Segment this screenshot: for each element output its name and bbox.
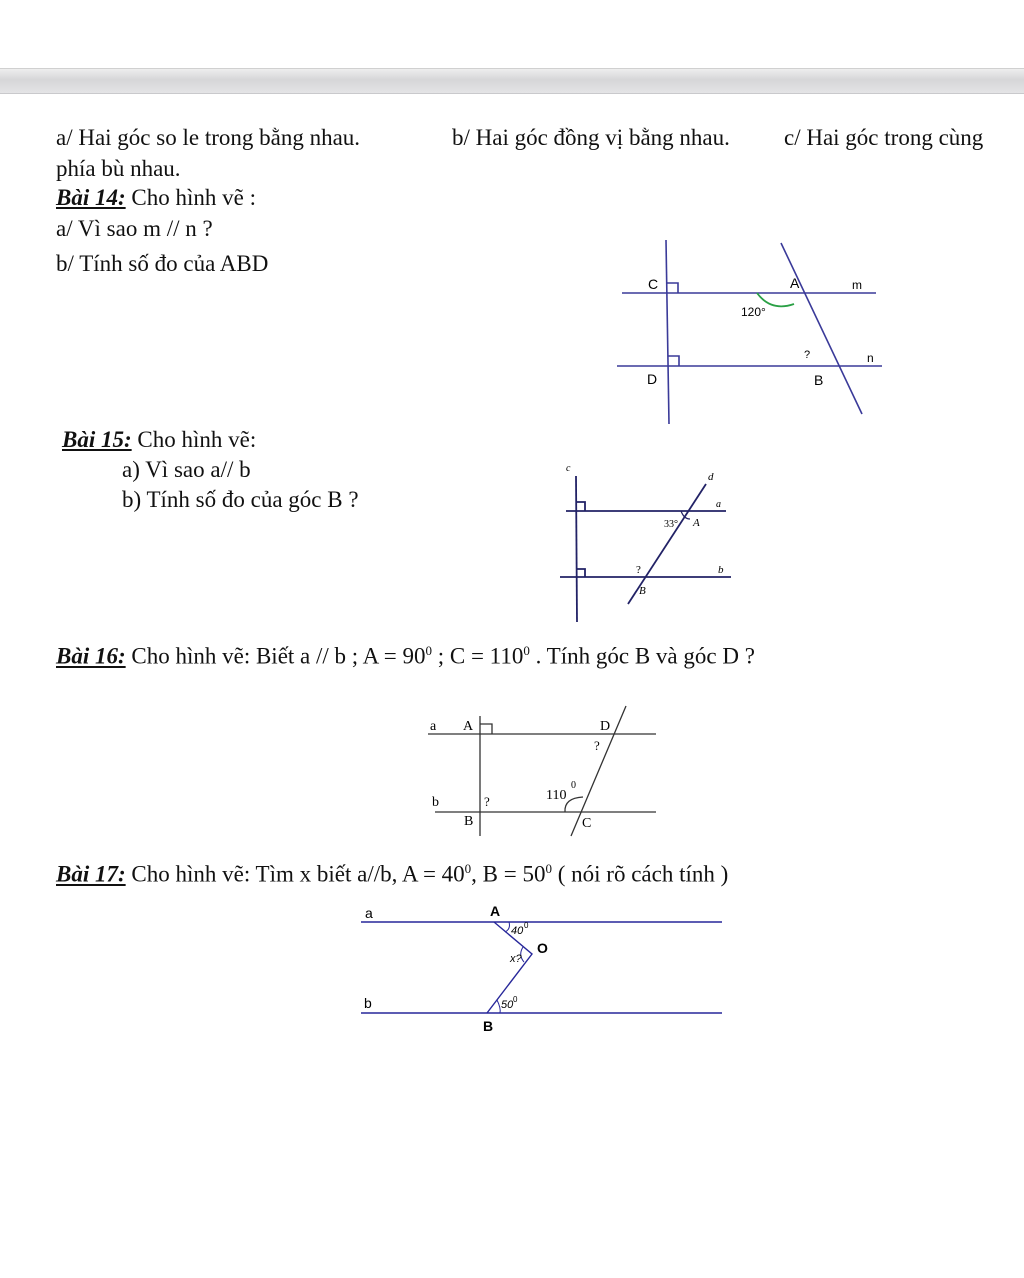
bai14-question-b: b/ Tính số đo của ABD <box>56 251 269 276</box>
fig16-label-B: B <box>464 814 474 829</box>
fig14-label-n: n <box>867 351 874 365</box>
fig17-label-b: b <box>364 995 372 1011</box>
angle-40-arc <box>505 922 510 932</box>
fig17-angle-b-label: 50 <box>501 999 514 1011</box>
fig16-angle-degree: 0 <box>571 780 576 791</box>
bai16-angle-c: C = 110 <box>449 643 524 669</box>
bai14-prompt: Cho hình vẽ : <box>131 185 256 210</box>
bai16-angle-a-degree: 0 <box>425 643 432 658</box>
bai16-angle-c-degree: 0 <box>523 643 530 658</box>
fig16-label-A: A <box>463 719 474 734</box>
fig15-label-A: A <box>693 517 700 529</box>
fig14-label-d: D <box>647 371 658 387</box>
bai16-prompt-pre: Cho hình vẽ: Biết a // b ; <box>131 643 359 669</box>
bai15-prompt: Cho hình vẽ: <box>137 427 257 452</box>
fig16-label-D: D <box>600 719 611 734</box>
fig15-label-c: c <box>566 463 571 474</box>
fig16-angle-label: 110 <box>546 788 567 803</box>
bai17-title: Bài 17: <box>56 861 126 887</box>
bai17-prompt-post: ( nói rõ cách tính ) <box>557 861 729 887</box>
fig15-question-mark: ? <box>636 564 641 576</box>
bai17-angle-b-degree: 0 <box>545 861 552 876</box>
fig14-label-b: B <box>814 372 824 388</box>
bai15-question-b: b) Tính số đo của góc B ? <box>122 487 359 512</box>
bai14-question-a: a/ Vì sao m // n ? <box>56 216 213 241</box>
fig17-label-A: A <box>490 903 501 919</box>
bai17-prompt-pre: Cho hình vẽ: Tìm x biết a//b, <box>131 861 398 887</box>
fig14-angle-label: 120° <box>741 305 766 319</box>
fig16-label-b: b <box>432 795 439 810</box>
bai16-prompt-post: . Tính góc B và góc D ? <box>535 643 755 669</box>
intro-option-c: c/ Hai góc trong cùng <box>784 125 984 150</box>
fig15-label-d: d <box>708 471 714 483</box>
bai15-question-a: a) Vì sao a// b <box>122 457 251 482</box>
fig17-angle-a-degree: 0 <box>524 921 529 930</box>
bai17-angle-a-degree: 0 <box>464 861 472 876</box>
fig17-angle-a-label: 40 <box>511 925 524 937</box>
fig16-label-a: a <box>430 719 437 734</box>
fig15-angle-label: 33° <box>664 519 678 530</box>
intro-option-b: b/ Hai góc đồng vị bằng nhau. <box>452 125 730 150</box>
bai17-comma: , <box>471 861 477 887</box>
bai15-title: Bài 15: <box>62 427 132 452</box>
fig14-label-c: C <box>648 276 659 292</box>
intro-option-a: a/ Hai góc so le trong bằng nhau. <box>56 125 361 150</box>
fig15-label-B: B <box>639 585 646 597</box>
bai16-separator: ; <box>437 643 445 669</box>
fig16-label-C: C <box>582 816 592 831</box>
bai16-angle-a: A = 90 <box>362 643 426 669</box>
fig14-question-mark: ? <box>804 349 811 361</box>
fig17-label-a: a <box>365 905 373 921</box>
fig17-label-B: B <box>483 1018 494 1034</box>
fig15-label-b: b <box>718 564 724 576</box>
angle-50-arc <box>497 1000 500 1013</box>
fig14-label-m: m <box>852 278 862 292</box>
bai17-angle-b: B = 50 <box>482 861 546 887</box>
fig17-label-x: x? <box>510 953 522 965</box>
fig16-question-b: ? <box>484 794 490 809</box>
bai14-title: Bài 14: <box>56 185 126 210</box>
fig16-question-d: ? <box>594 738 600 753</box>
intro-option-c-continued: phía bù nhau. <box>56 156 181 181</box>
bai16-title: Bài 16: <box>56 643 126 669</box>
fig14-label-a: A <box>790 275 800 291</box>
bai17-angle-a: A = 40 <box>401 861 465 887</box>
fig17-angle-b-degree: 0 <box>513 995 518 1004</box>
fig17-label-O: O <box>537 940 548 956</box>
fig15-label-a: a <box>716 499 721 510</box>
